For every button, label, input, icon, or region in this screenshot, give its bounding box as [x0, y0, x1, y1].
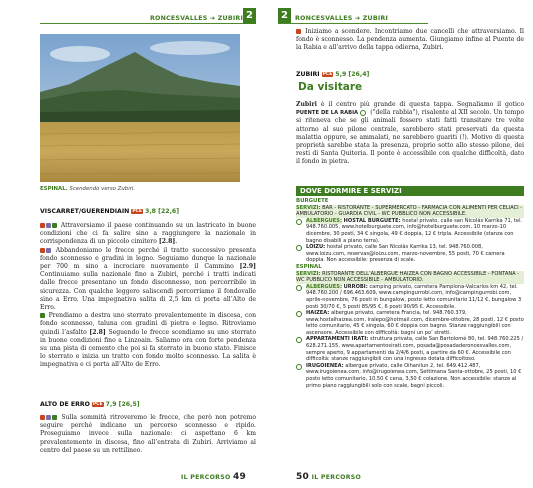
entry-haizea	[296, 310, 524, 336]
km-value: 5,9 [26,4]	[335, 71, 370, 78]
right-page	[268, 0, 533, 488]
visitare-text-b: ("della rabbia"), risalente al XII secolo. Un tempo si riteneva che se gli animali fossero stati fatti transitare tre volte attorno al suo pilone centrale, sarebbero stati preservati da questa malattia oppure, se ammalati, ne sarebbero guariti (!). Motivo di questa proprietà sarebbe stata la presenza, proprio sotto allo stesso pilone, dei resti di Santa Quiteria. Il ponte è accessibile con qualche difficoltà, dato il fondo in pietra.	[296, 109, 524, 166]
caption-text: Scendendo verso Zubiri.	[69, 186, 136, 192]
services-text: RISTORANTE DELL’ALBERGUE HAIZEA CON BAGNO ACCESSIBILE - FONTANA - WC PUBBLICO NON ACCESSIBILE - AMBULATORIO.	[296, 270, 520, 284]
walker-icon	[40, 248, 45, 253]
photo-caption	[40, 186, 135, 192]
visitare-text-a: è il centro più grande di questa tappa. Segnaliamo il gotico	[320, 101, 524, 108]
bike-icon	[40, 313, 45, 318]
wheelchair-icon	[296, 311, 302, 317]
lodging-name: IRUGOIENEA:	[306, 362, 344, 369]
caption-label: ESPINAL.	[40, 186, 68, 192]
visitare-text	[296, 101, 524, 167]
pce-tag: PCE	[132, 208, 143, 214]
walker-icon	[40, 223, 45, 228]
section-title: ALTO DE ERRO	[40, 401, 90, 408]
stage-badge: 2	[278, 8, 291, 24]
running-header: RONCESVALLES ➔ ZUBIRI	[295, 15, 388, 22]
lodging-text: struttura privata, calle San Bartolomé 80, tel. 948.760.225 / 628.271.155, www.apartamentosirati.com, posada@posadaderoncesvalles.com, sempre aperto, 9 appartamenti da 2/4/6 posti, a partire da 60 €. Accessibile con difficoltà: stanze raggiungibili con una ingresso dotata difficoltoso.	[306, 336, 524, 363]
footer-label: IL PERCORSO	[311, 474, 362, 481]
para3b-text: Seguendo le frecce scendiamo su uno sterrato in buone condizioni fino a Linzoain. Saliamo ora con forte pendenza su una pista di cemento che poi si fa sterrato in buono stato. Finisce lo sterrato e inizia un tratto con fondo molto sconnesso. La salita è impegnativa e ci porta all’Alto de Erro.	[40, 328, 257, 369]
entry-hostal-burguete	[296, 218, 524, 244]
intro-text: Iniziamo a scendere. Incontriamo due cancelli che attraversiamo. Il fondo è sconnesso. La pendenza aumenta. Giungiamo infine al Puente de la Rabia e all’arrivo della tappa odierna, Zubiri.	[296, 28, 524, 52]
lodging-text: hostal privato, calle San Nicolás Karrika 13, tel. 948.760.008, www.loizu.com, reservas@loizu.com, marzo-novembre, 55 posti, 70 € camera doppia. Non accessibile: presenza di scale.	[306, 244, 505, 264]
section-title: ZUBIRI	[296, 71, 320, 78]
para1-text: Attraversiamo il paese continuando su un lastricato in buone condizioni che ci fa salire sino a raggiungere la nazionale in corrispondenza di un piccolo cimitero	[40, 222, 256, 246]
entry-loizu	[296, 244, 524, 264]
para2-text: Abbandoniamo le frecce perché il tratto successivo presenta fondo sconnesso e gradini in legno. Seguiamo dunque la nazionale per 700 m sino a incrociare nuovamente il Cammino	[40, 246, 257, 271]
km-value: 7,9 [26,5]	[105, 401, 140, 408]
location-espinal: ESPINAL	[296, 263, 322, 270]
para4-text: Sulla sommità ritroveremo le frecce, che però non potremo seguire perché indicano un percorso sconnesso e ripido. Proseguiamo invece sulla nazionale: ci aspettano 6 km prevalentemente in discesa, fino all’entrata di Zubiri. Arriviamo al centro del paese su un rettilineo.	[40, 414, 257, 454]
services-label: SERVIZI:	[296, 270, 321, 277]
wheelchair-icon	[46, 223, 51, 228]
page-number: 49	[232, 472, 247, 482]
para3-text: Prendiamo a destra uno sterrato prevalentemente in discesa, con fondo sconnesso, taluna con gradini di pietra e legno. Ritroviamo quindi l’asfalto	[40, 312, 256, 336]
entry-irugoienea	[296, 363, 524, 389]
lodging-name: HAIZEA:	[306, 310, 330, 317]
wheelchair-icon	[296, 337, 302, 343]
dormire-list	[296, 198, 524, 389]
paragraph-4	[40, 414, 256, 455]
paragraph-1: Attraversiamo il paese continuando su un lastricato in buone condizioni che ci fa salire sino a raggiungere la nazionale in corrispondenza di un piccolo cimitero [2.8]. Abbandoniamo le frecce perché il tratto successivo presenta fondo sconnesso e gradini in legno. Seguiamo dunque la nazionale per 700 m sino a incrociare nuovamente il Cammino [2.9] Continuiamo sulla nazionale fino a Zubiri, perché i tratti indicati dalle frecce presentano un fondo disconnesso, non percorribile in sicurezza. Con qualche leggero saliscendi percorriamo il fondovalle sino a Erro. Una impegnativa salita di 2,5 km ci porta all’Alto de Erro. Prendiamo a destra uno sterrato prevalentemente in discesa, con fondo sconnesso, taluna con gradini di pietra e legno. Ritroviamo quindi l’asfalto [2.8] Seguendo le frecce scendiamo su uno sterrato in buone condizioni fino a Linzoain. Saliamo ora con forte pendenza su una pista di cemento che poi si fa sterrato in buono stato. Finisce lo sterrato e inizia un tratto con fondo molto sconnesso. La salita è impegnativa e ci porta all’Alto de Erro.	[40, 222, 257, 369]
left-page	[0, 0, 265, 488]
wheelchair-icon	[296, 219, 302, 225]
footer-label: IL PERCORSO	[181, 474, 231, 481]
services-burguete	[296, 205, 524, 218]
lodging-text: hostal privato, calle san Nicolás Karrika 71, tel. 948.760.005, www.hotelburguete.com, info@hotelburguete.com, 10 marzo-10 dicembre, 30 posti, 34 € singola, 49 € doppia, 12 € tripla. Accessibile (stanza con bagno disabili a piano terra).	[306, 217, 523, 244]
wheelchair-icon	[360, 110, 366, 116]
section-title: VISCARRET/GUERENDIAIN	[40, 208, 130, 215]
lodging-text: albergue privato, carretera Francia, tel. 948.760.379, www.hostalhaizea.com, iralepo@hotmail.com, dicembre-ottobre, 28 posti, 12 € posto letto comunitario, 45 € singola, 60 € doppia con bagno. Stanze raggiungibili con ascensore. Accessibile con difficoltà: bagni un po’ stretti.	[306, 310, 524, 336]
lodging-text: camping privato, carretera Pamplona-Valcarlos km 42, tel. 948.760.200 / 696.463.609, www.campingurrobi.com, info@campingurrobi.com, aprile-novembre, 76 posti in bungalow, posto letto comunitario 11/12 €, bungalow 3 posti 30/70 €, 5 posti 85/95 €, 6 posti 90/95 €. Accessibile.	[306, 283, 522, 310]
bike-icon	[52, 223, 57, 228]
pce-tag: PCE	[322, 71, 333, 77]
visitare-heading: Da visitare	[298, 81, 363, 93]
walker-icon	[296, 29, 301, 34]
lodging-name: LOIZU:	[306, 244, 326, 251]
services-label: SERVIZI:	[296, 204, 321, 211]
section-viscarret	[40, 208, 179, 215]
intro-paragraph	[296, 28, 524, 53]
para2b-text: Continuiamo sulla nazionale fino a Zubiri, perché i tratti indicati dalle frecce presentano un fondo disconnesso, non percorribile in sicurezza. Con qualche leggero saliscendi percorriamo il fondovalle sino a Erro. Una impegnativa salita di 2,5 km ci porta all’Alto de Erro.	[40, 271, 256, 312]
page-number: 50	[296, 472, 310, 482]
stage-badge: 2	[243, 8, 256, 24]
bike-icon	[52, 415, 57, 420]
dormire-heading: DOVE DORMIRE E SERVIZI	[296, 186, 524, 196]
wheelchair-icon	[46, 248, 51, 253]
lodging-name: HOSTAL BURGUETE:	[343, 217, 401, 224]
wheelchair-icon	[296, 245, 302, 251]
wheelchair-icon	[46, 415, 51, 420]
lodging-name: URROBI:	[343, 283, 368, 290]
running-header: RONCESVALLES ➔ ZUBIRI	[150, 15, 243, 22]
albergues-label: ALBERGUES:	[306, 217, 342, 224]
albergues-label: ALBERGUES:	[306, 283, 342, 290]
lodging-name: APPARTAMENTI IRATI:	[306, 336, 369, 343]
ref-marker: [2.9]	[239, 263, 256, 271]
lodging-text: albergue privato, calle Oihanilun 2, tel. 649.412.487, www.irugoienea.com, info@irugoienea.com, Settimana Santa-ottobre, 25 posti, 10 € posto letto comunitario, 10,50 € cena, 3,50 € colazione. Non accessibile: stanze al primo piano raggiungibili solo con scale, bagni piccoli.	[306, 362, 522, 389]
page-footer	[181, 472, 246, 482]
ref-marker: [2.8]	[89, 328, 106, 336]
entry-irati	[296, 336, 524, 362]
walker-icon	[40, 415, 45, 420]
wheelchair-icon	[296, 285, 302, 291]
km-value: 3,8 [22,6]	[145, 208, 180, 215]
services-espinal	[296, 271, 524, 284]
page-footer	[296, 472, 361, 482]
services-text: BAR - RISTORANTE - SUPERMERCATO - FARMACIA CON ALIMENTI PER CELIACI - AMBULATORIO - GUARDIA CIVIL - WC PUBBLICO NON ACCESSIBILE.	[296, 204, 523, 218]
ref-marker: [2.8]	[158, 238, 176, 246]
entry-urrobi	[296, 284, 524, 310]
section-zubiri	[296, 71, 369, 78]
landscape-photo	[40, 34, 240, 182]
place-name: Zubiri	[296, 101, 317, 108]
section-alto-de-erro	[40, 401, 140, 408]
wheelchair-icon	[296, 364, 302, 370]
location-burguete: BURGUETE	[296, 198, 329, 204]
puente-name: PUENTE DE LA RABIA	[296, 110, 359, 117]
pce-tag: PCE	[92, 401, 103, 407]
